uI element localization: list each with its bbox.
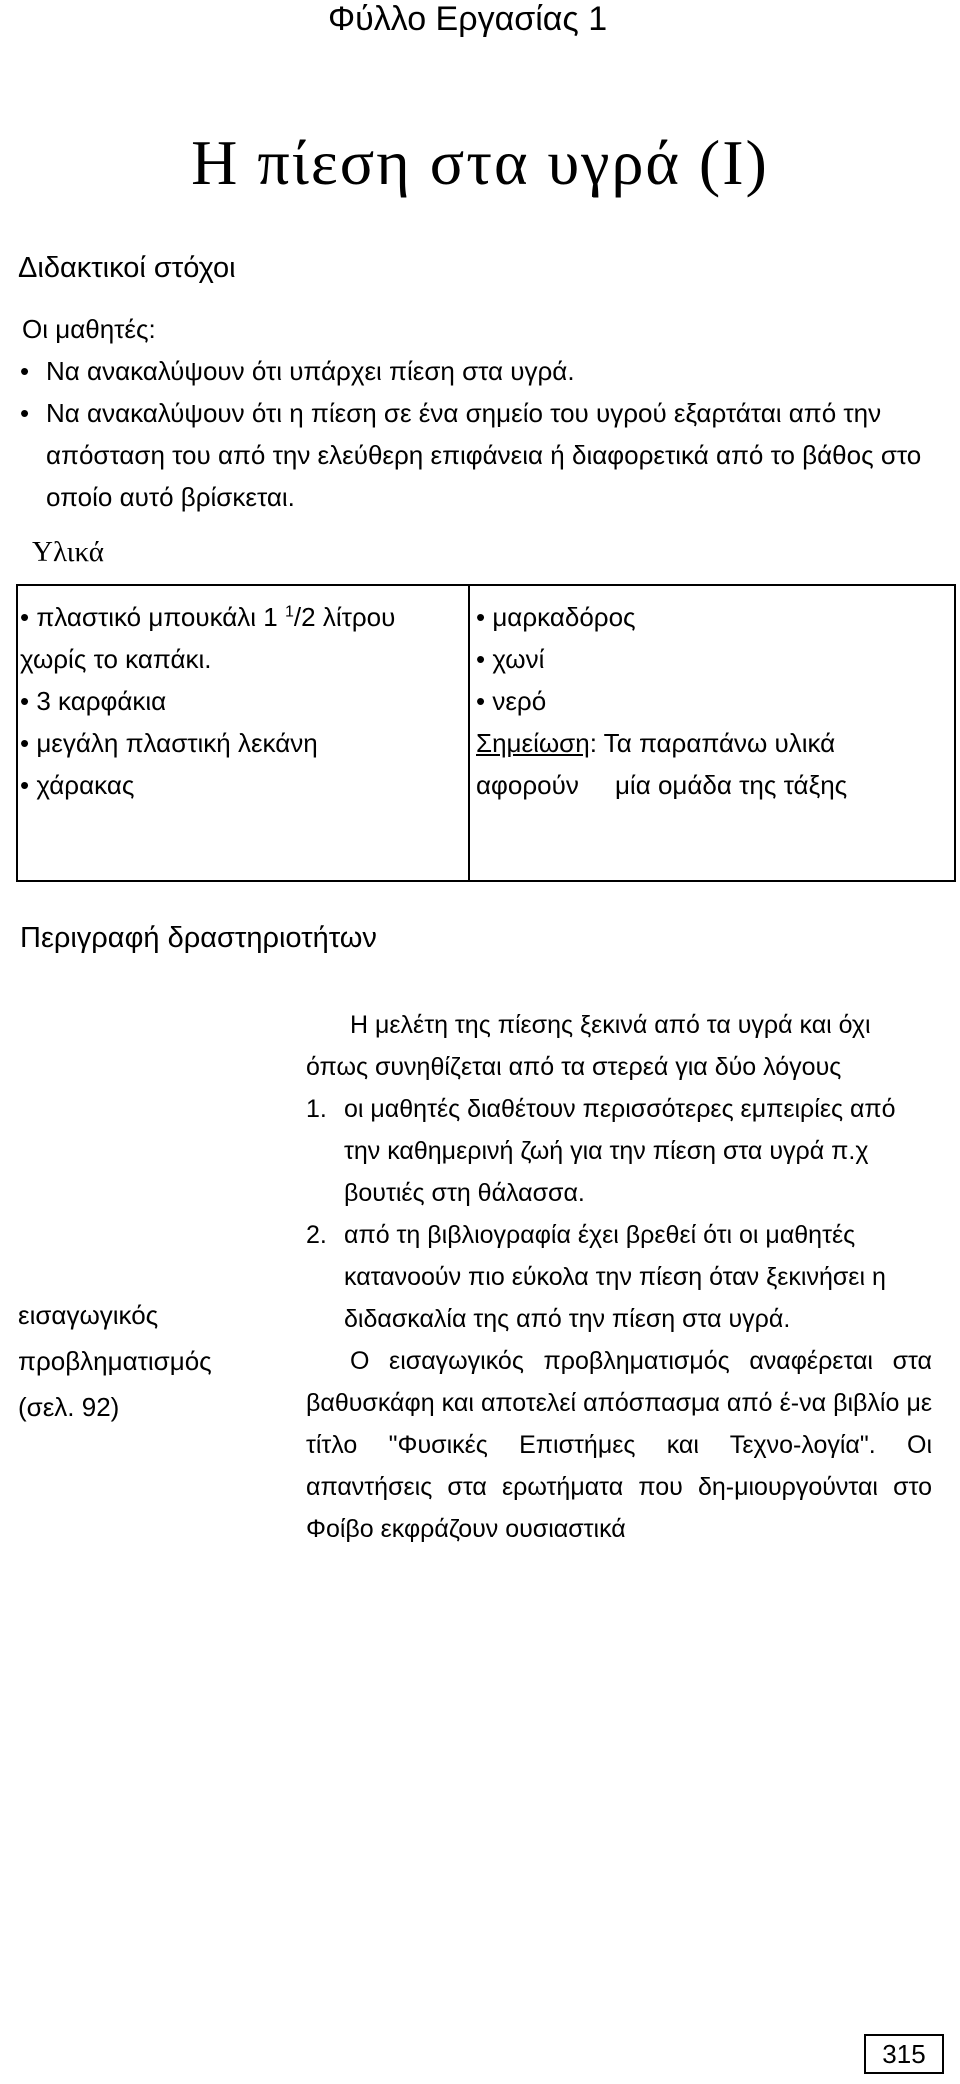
materials-note: Σημείωση: Τα παραπάνω υλικά	[476, 728, 836, 758]
note-label: Σημείωση	[476, 728, 590, 758]
materials-right-column	[476, 596, 946, 806]
goal-item: • Να ανακαλύψουν ότι υπάρχει πίεση στα υγρά.	[20, 350, 940, 392]
materials-left-column	[20, 596, 460, 806]
material-item: • χάρακας	[20, 764, 460, 806]
materials-note-continued: αφορούν μία ομάδα της τάξης	[476, 770, 848, 800]
goals-list	[20, 350, 940, 518]
material-item: • μαρκαδόρος	[476, 596, 946, 638]
reason-item: 2. από τη βιβλιογραφία έχει βρεθεί ότι οι μαθητές κατανοούν πιο εύκολα την πίεση όταν ξεκινήσει η διδασκαλία της από την πίεση στα υγρά.	[306, 1221, 886, 1333]
activities-heading: Περιγραφή δραστηριοτήτων	[20, 922, 377, 954]
activities-text	[306, 1004, 932, 1550]
reasons-list	[306, 1088, 932, 1340]
material-item: • μεγάλη πλαστική λεκάνη	[20, 722, 460, 764]
goals-heading: Διδακτικοί στόχοι	[18, 252, 236, 284]
materials-divider	[468, 586, 470, 880]
material-item: • νερό	[476, 680, 946, 722]
material-item: • χωνί	[476, 638, 946, 680]
reason-item: 1. οι μαθητές διαθέτουν περισσότερες εμπειρίες από την καθημερινή ζωή για την πίεση στα υγρά π.χ βουτιές στη θάλασσα.	[306, 1095, 896, 1207]
learners-label: Οι μαθητές:	[22, 314, 156, 344]
material-item: • πλαστικό μπουκάλι 1 $^1$/2 λίτρου	[20, 596, 460, 638]
page-title: Η πίεση στα υγρά (Ι)	[191, 127, 769, 198]
material-item-continued: χωρίς το καπάκι.	[20, 644, 212, 674]
materials-heading: Υλικά	[32, 536, 105, 568]
intro-paragraph: Η μελέτη της πίεσης ξεκινά από τα υγρά και όχι όπως συνηθίζεται από τα στερεά για δύο λόγους	[306, 1011, 871, 1081]
worksheet-header: Φύλλο Εργασίας 1	[328, 0, 608, 38]
material-item: • 3 καρφάκια	[20, 680, 460, 722]
page-number: 315	[864, 2034, 944, 2074]
goal-item: • Να ανακαλύψουν ότι η πίεση σε ένα σημείο του υγρού εξαρτάται από την απόσταση του από την ελεύθερη επιφάνεια ή διαφορετικά από το βάθος στο οποίο αυτό βρίσκεται.	[20, 392, 940, 518]
intro-label: εισαγωγικός προβληματισμός (σελ. 92)	[18, 1300, 212, 1422]
closing-paragraph: Ο εισαγωγικός προβληματισμός αναφέρεται στα βαθυσκάφη και αποτελεί απόσπασμα από έ-να βιβλίο με τίτλο "Φυσικές Επιστήμες και Τεχνο-λογία". Οι απαντήσεις στα ερωτήματα που δη-μιουργούνται στο Φοίβο εκφράζουν ουσιαστικά	[306, 1347, 932, 1543]
materials-box	[16, 584, 956, 882]
